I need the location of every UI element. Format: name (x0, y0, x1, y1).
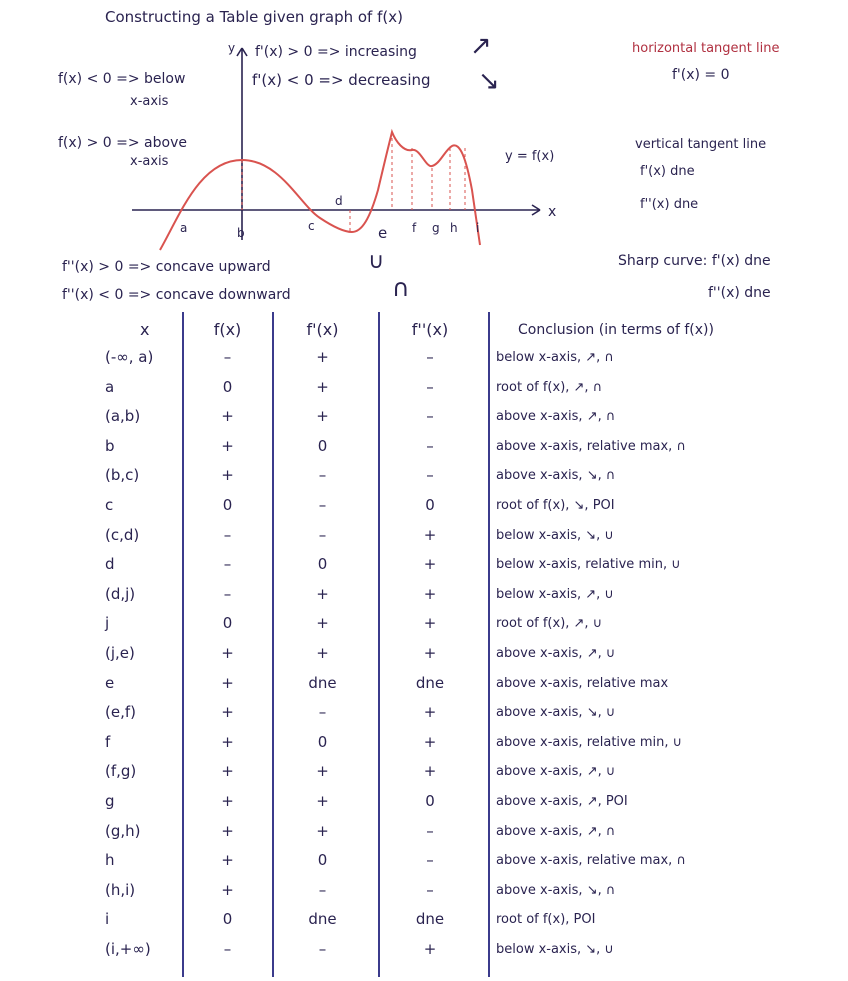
table-row (0, 906, 828, 935)
cell-f: 0 (222, 910, 233, 929)
table-row (0, 374, 828, 403)
header-fp: f'(x) (306, 320, 339, 339)
cell-conclusion: root of f(x), ↘, POI (496, 498, 615, 513)
cell-fp: – (318, 880, 327, 899)
cell-fpp: + (423, 732, 437, 751)
cell-f: + (221, 880, 234, 899)
cell-fpp: – (426, 466, 434, 485)
note-horizontal-tangent: horizontal tangent line (632, 41, 780, 56)
cell-fpp: + (423, 555, 437, 574)
cell-fpp: 0 (425, 792, 435, 810)
note-below-axis: f(x) < 0 => below (58, 71, 186, 87)
table-row (0, 847, 828, 876)
cell-x: (j,e) (105, 644, 135, 662)
table-row (0, 433, 828, 462)
cell-f: + (221, 673, 234, 692)
cell-fpp: – (426, 436, 434, 455)
cell-x: (d,j) (105, 584, 136, 603)
cell-fpp: + (423, 644, 437, 662)
cell-x: (a,b) (105, 407, 141, 426)
cell-fpp: – (426, 851, 434, 870)
table-row (0, 640, 828, 669)
cell-conclusion: above x-axis, relative max (496, 675, 669, 691)
concave-up-icon: ∪ (368, 249, 385, 274)
graph-point-c: c (308, 219, 315, 233)
graph-point-i: i (476, 221, 480, 235)
page-title: Constructing a Table given graph of f(x) (105, 8, 403, 26)
cell-conclusion: above x-axis, relative min, ∪ (496, 734, 683, 750)
cell-f: + (221, 821, 234, 840)
cell-f: + (221, 703, 234, 722)
cell-f: – (223, 525, 232, 544)
header-fpp: f''(x) (411, 320, 449, 339)
cell-fp: + (316, 348, 329, 366)
cell-x: b (105, 436, 115, 455)
cell-conclusion: below x-axis, relative min, ∪ (496, 557, 681, 573)
table-row (0, 551, 828, 580)
graph-point-f: f (412, 221, 417, 235)
cell-conclusion: above x-axis, relative max, ∩ (496, 853, 686, 869)
cell-f: 0 (222, 496, 233, 514)
header-x: x (140, 320, 150, 339)
cell-fp: dne (308, 910, 337, 929)
cell-conclusion: above x-axis, ↘, ∩ (496, 468, 616, 484)
cell-f: + (221, 851, 234, 870)
cell-conclusion: below x-axis, ↗, ∩ (496, 350, 614, 365)
cell-x: (f,g) (105, 762, 137, 781)
table-row (0, 462, 828, 491)
cell-conclusion: root of f(x), ↗, ∩ (496, 379, 603, 395)
cell-f: + (221, 466, 234, 485)
note-concave-down: f''(x) < 0 => concave downward (62, 287, 291, 303)
table-row (0, 758, 828, 787)
cell-conclusion: below x-axis, ↘, ∪ (496, 942, 614, 957)
graph-point-h: h (450, 221, 458, 235)
cell-fp: + (316, 377, 329, 396)
cell-conclusion: above x-axis, ↘, ∩ (496, 882, 616, 898)
cell-f: 0 (222, 614, 233, 633)
cell-conclusion: below x-axis, ↗, ∪ (496, 586, 614, 602)
cell-fp: + (316, 821, 329, 840)
cell-fpp: + (423, 940, 437, 958)
cell-x: j (105, 614, 110, 633)
cell-fp: – (318, 525, 327, 544)
cell-f: + (221, 762, 234, 781)
cell-fp: + (316, 614, 329, 633)
cell-fpp: + (423, 614, 437, 633)
cell-fp: 0 (317, 555, 328, 574)
cell-fp: + (316, 762, 329, 781)
note-vertical-tangent-eq1: f'(x) dne (640, 164, 695, 179)
cell-fp: + (316, 584, 329, 603)
graph-point-e: e (378, 224, 388, 242)
note-vertical-tangent-eq2: f''(x) dne (640, 197, 699, 212)
cell-x: h (105, 851, 115, 870)
cell-fp: – (318, 466, 327, 485)
cell-conclusion: above x-axis, ↘, ∪ (496, 705, 616, 721)
cell-f: 0 (222, 377, 233, 396)
table-row (0, 877, 828, 906)
note-concave-up: f''(x) > 0 => concave upward (62, 259, 271, 275)
table-row (0, 699, 828, 728)
cell-fp: 0 (317, 851, 328, 870)
cell-f: – (223, 940, 232, 958)
increasing-arrow-icon: ↗ (470, 31, 492, 61)
cell-f: – (223, 555, 232, 574)
cell-f: – (223, 348, 232, 366)
note-above-axis-2: x-axis (130, 154, 169, 169)
cell-fpp: – (426, 880, 434, 899)
cell-x: d (105, 555, 115, 574)
table-row (0, 403, 828, 432)
cell-fpp: + (423, 703, 437, 722)
graph-point-a: a (180, 221, 188, 235)
cell-conclusion: above x-axis, relative max, ∩ (496, 438, 686, 454)
cell-fpp: 0 (425, 496, 435, 514)
cell-x: i (105, 910, 110, 929)
cell-fp: – (318, 496, 327, 514)
note-sharp-curve: Sharp curve: f'(x) dne (618, 253, 771, 269)
cell-x: g (105, 792, 115, 810)
cell-fp: 0 (317, 436, 328, 455)
cell-fp: – (318, 940, 327, 958)
cell-fpp: – (426, 377, 434, 396)
cell-f: + (221, 407, 234, 426)
table-header (0, 316, 828, 345)
graph-point-g: g (432, 221, 440, 235)
table-row (0, 492, 828, 521)
cell-fp: 0 (317, 732, 328, 751)
note-increasing: f'(x) > 0 => increasing (255, 44, 417, 60)
cell-f: + (221, 644, 234, 662)
header-f: f(x) (213, 320, 242, 339)
cell-fp: + (316, 792, 329, 810)
table-row (0, 729, 828, 758)
cell-fpp: – (426, 821, 434, 840)
cell-fp: + (316, 407, 329, 426)
cell-x: c (105, 496, 114, 514)
cell-conclusion: above x-axis, ↗, ∪ (496, 646, 616, 661)
cell-fpp: dne (415, 910, 445, 929)
cell-fpp: + (423, 525, 437, 544)
cell-conclusion: root of f(x), POI (496, 912, 596, 928)
cell-x: (c,d) (105, 525, 140, 544)
table-row (0, 344, 828, 373)
graph-label: y = f(x) (505, 149, 555, 164)
cell-fpp: + (423, 584, 437, 603)
x-axis-label: x (548, 204, 557, 220)
cell-fp: dne (308, 673, 337, 692)
cell-x: (i,+∞) (105, 940, 151, 958)
note-above-axis: f(x) > 0 => above (58, 135, 187, 151)
y-axis-label: y (228, 41, 236, 55)
table-row (0, 522, 828, 551)
table-row (0, 581, 828, 610)
cell-x: (h,i) (105, 880, 136, 899)
cell-x: (g,h) (105, 821, 141, 840)
cell-fpp: – (426, 348, 434, 366)
cell-conclusion: above x-axis, ↗, ∩ (496, 823, 616, 839)
cell-f: + (221, 436, 234, 455)
table-row (0, 610, 828, 639)
cell-conclusion: root of f(x), ↗, ∪ (496, 616, 603, 632)
cell-fp: – (318, 703, 327, 722)
cell-conclusion: above x-axis, ↗, POI (496, 794, 628, 809)
cell-f: + (221, 732, 234, 751)
note-below-axis-2: x-axis (130, 94, 169, 109)
cell-x: (e,f) (105, 703, 136, 722)
cell-x: e (105, 673, 115, 692)
table-row (0, 818, 828, 847)
note-decreasing: f'(x) < 0 => decreasing (252, 71, 431, 89)
cell-x: (b,c) (105, 466, 140, 485)
graph-point-d: d (335, 194, 343, 208)
cell-fp: + (316, 644, 329, 662)
table-row (0, 936, 828, 965)
cell-fpp: + (423, 762, 437, 781)
note-vertical-tangent: vertical tangent line (635, 137, 767, 152)
graph-point-b: b (237, 226, 245, 240)
concave-down-icon: ∩ (392, 274, 410, 302)
table-row (0, 788, 828, 817)
decreasing-arrow-icon: ↘ (478, 66, 500, 96)
note-horizontal-tangent-eq: f'(x) = 0 (672, 67, 730, 83)
cell-f: + (221, 792, 234, 810)
cell-x: (-∞, a) (105, 348, 154, 366)
cell-conclusion: above x-axis, ↗, ∪ (496, 764, 616, 780)
cell-fpp: – (426, 407, 434, 426)
cell-conclusion: above x-axis, ↗, ∩ (496, 409, 616, 425)
cell-x: f (105, 732, 111, 751)
cell-x: a (105, 377, 115, 396)
table-row (0, 670, 828, 699)
cell-conclusion: below x-axis, ↘, ∪ (496, 527, 614, 543)
cell-f: – (223, 584, 232, 603)
note-sharp-curve-2: f''(x) dne (708, 285, 771, 301)
header-conclusion: Conclusion (in terms of f(x)) (518, 322, 714, 338)
cell-fpp: dne (415, 673, 445, 692)
